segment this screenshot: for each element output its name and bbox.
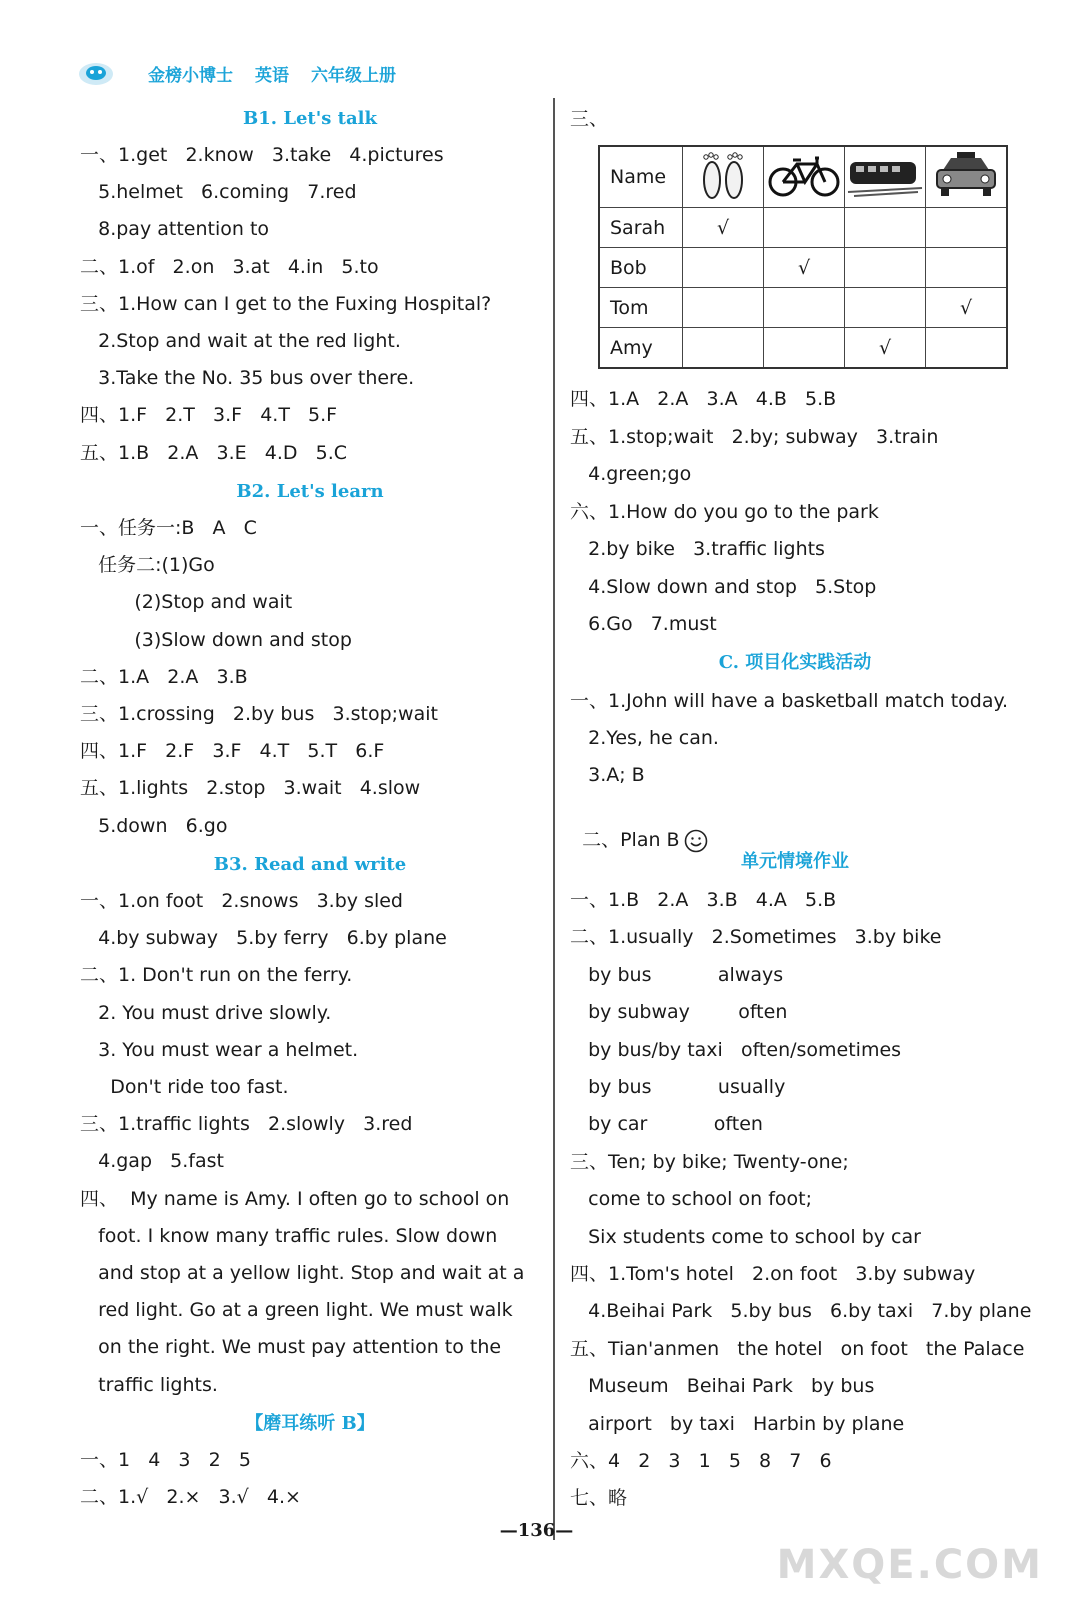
- check-cell: [845, 248, 926, 288]
- b2-answer-line: 二、1.A 2.A 3.B: [80, 665, 248, 688]
- book-title: 金榜小博士: [148, 65, 233, 86]
- b3-answer-line: 4.gap 5.fast: [80, 1150, 224, 1173]
- book-logo-icon: [78, 60, 114, 86]
- b2-answer-line: 四、1.F 2.F 3.F 4.T 5.T 6.F: [80, 740, 385, 763]
- page-header: [78, 58, 418, 88]
- b3-answer-line: 一、1.on foot 2.snows 3.by sled: [80, 890, 403, 912]
- table-row: [599, 328, 1007, 369]
- b1-answer-line: 四、1.F 2.T 3.F 4.T 5.F: [80, 404, 338, 427]
- unit-answer-line: 二、1.usually 2.Sometimes 3.by bike: [570, 926, 942, 949]
- check-cell: [926, 248, 1008, 288]
- unit-answer-line: 六、4 2 3 1 5 8 7 6: [570, 1450, 832, 1472]
- section-title-listen: 【磨耳练听 B】: [245, 1413, 375, 1434]
- b2-answer-line: (2)Stop and wait: [80, 591, 293, 614]
- c-answer-line: 3.A; B: [570, 764, 645, 786]
- unit-answer-line: by bus always: [570, 963, 784, 986]
- right-answer-line: 4.green;go: [570, 463, 692, 485]
- right-answer-line: 4.Slow down and stop 5.Stop: [570, 575, 877, 598]
- section-title-b2: B2. Let's learn: [236, 481, 384, 502]
- section-title-b1: B1. Let's talk: [243, 108, 377, 129]
- unit-answer-line: 一、1.B 2.A 3.B 4.A 5.B: [570, 889, 837, 911]
- b1-answer-line: 五、1.B 2.A 3.E 4.D 5.C: [80, 441, 348, 464]
- b3-answer-line: 三、1.traffic lights 2.slowly 3.red: [80, 1113, 413, 1136]
- taxi-icon: [926, 146, 1008, 208]
- right-answer-line: 六、1.How do you go to the park: [570, 500, 879, 523]
- check-cell: [926, 208, 1008, 248]
- grade-label: 六年级上册: [311, 65, 396, 86]
- b1-answer-line: 5.helmet 6.coming 7.red: [80, 181, 357, 204]
- check-cell: [764, 208, 845, 248]
- listen-answer-line: 一、1 4 3 2 5: [80, 1449, 251, 1471]
- column-divider: [553, 98, 555, 1540]
- section-san-label: 三、: [570, 108, 609, 130]
- check-cell: √: [926, 288, 1008, 328]
- b2-answer-line: 5.down 6.go: [80, 814, 228, 837]
- unit-answer-line: 五、Tian'anmen the hotel on foot the Palace: [570, 1337, 1025, 1360]
- unit-answer-line: by bus/by taxi often/sometimes: [570, 1038, 902, 1061]
- section-title-c: C. 项目化实践活动: [718, 652, 872, 673]
- b2-answer-line: (3)Slow down and stop: [80, 628, 352, 651]
- b2-answer-line: 任务二:(1)Go: [80, 554, 215, 577]
- check-cell: [845, 288, 926, 328]
- unit-answer-line: airport by taxi Harbin by plane: [570, 1412, 905, 1435]
- table-row: [599, 208, 1007, 248]
- train-icon: [845, 146, 926, 208]
- right-answer-line: 6.Go 7.must: [570, 613, 717, 635]
- check-cell: [683, 288, 764, 328]
- check-cell: √: [845, 328, 926, 369]
- b1-answer-line: 二、1.of 2.on 3.at 4.in 5.to: [80, 255, 379, 278]
- b1-answer-line: 2.Stop and wait at the red light.: [80, 330, 401, 352]
- check-cell: √: [764, 248, 845, 288]
- right-answer-line: 2.by bike 3.traffic lights: [570, 538, 825, 560]
- right-answer-line: 五、1.stop;wait 2.by; subway 3.train: [570, 425, 939, 448]
- table-header-name: Name: [599, 146, 683, 208]
- b3-answer-line: traffic lights.: [80, 1373, 218, 1396]
- section-title-unit: 单元情境作业: [741, 851, 849, 872]
- check-cell: [683, 328, 764, 369]
- unit-answer-line: 三、Ten; by bike; Twenty-one;: [570, 1150, 849, 1173]
- unit-answer-line: by bus usually: [570, 1076, 786, 1098]
- check-cell: √: [683, 208, 764, 248]
- b2-answer-line: 五、1.lights 2.stop 3.wait 4.slow: [80, 777, 421, 800]
- b3-answer-line: red light. Go at a green light. We must walk: [80, 1299, 513, 1322]
- b1-answer-line: 一、1.get 2.know 3.take 4.pictures: [80, 144, 444, 166]
- b3-answer-line: 4.by subway 5.by ferry 6.by plane: [80, 927, 447, 950]
- feet-icon: [683, 146, 764, 208]
- table-row: [599, 288, 1007, 328]
- unit-answer-line: come to school on foot;: [570, 1188, 812, 1211]
- plan-line: [570, 804, 708, 853]
- unit-answer-line: by car often: [570, 1113, 763, 1136]
- right-answer-line: 四、1.A 2.A 3.A 4.B 5.B: [570, 388, 837, 410]
- student-name: Tom: [599, 288, 683, 328]
- unit-answer-line: by subway often: [570, 1001, 788, 1024]
- check-cell: [764, 288, 845, 328]
- b3-answer-line: and stop at a yellow light. Stop and wait at a: [80, 1262, 525, 1284]
- unit-answer-line: 七、略: [570, 1487, 628, 1510]
- check-cell: [764, 328, 845, 369]
- student-name: Bob: [599, 248, 683, 288]
- c-answer-line: 一、1.John will have a basketball match today.: [570, 690, 1009, 712]
- b3-answer-line: on the right. We must pay attention to the: [80, 1336, 502, 1359]
- b3-answer-line: 3. You must wear a helmet.: [80, 1038, 359, 1061]
- subject-label: 英语: [255, 65, 289, 86]
- page-number: —136—: [499, 1520, 574, 1541]
- transport-table: [598, 145, 1008, 369]
- b3-answer-line: 2. You must drive slowly.: [80, 1001, 332, 1024]
- section-title-b3: B3. Read and write: [213, 854, 407, 875]
- check-cell: [926, 328, 1008, 369]
- b3-answer-line: 二、1. Don't run on the ferry.: [80, 964, 353, 987]
- bicycle-icon: [764, 146, 845, 208]
- watermark-logo: MXQE.COM: [776, 1542, 1043, 1588]
- check-cell: [683, 248, 764, 288]
- c-answer-line: 2.Yes, he can.: [570, 727, 719, 749]
- b2-answer-line: 三、1.crossing 2.by bus 3.stop;wait: [80, 703, 438, 725]
- student-name: Sarah: [599, 208, 683, 248]
- listen-answer-line: 二、1.√ 2.× 3.√ 4.×: [80, 1486, 301, 1509]
- plan-text: 二、Plan B: [582, 829, 680, 851]
- check-cell: [845, 208, 926, 248]
- unit-answer-line: 四、1.Tom's hotel 2.on foot 3.by subway: [570, 1263, 976, 1285]
- unit-answer-line: Six students come to school by car: [570, 1225, 921, 1248]
- unit-answer-line: Museum Beihai Park by bus: [570, 1375, 875, 1398]
- unit-answer-line: 4.Beihai Park 5.by bus 6.by taxi 7.by plane: [570, 1300, 1032, 1323]
- b3-answer-line: Don't ride too fast.: [80, 1076, 289, 1098]
- student-name: Amy: [599, 328, 683, 369]
- b3-answer-line: 四、 My name is Amy. I often go to school on: [80, 1187, 510, 1210]
- b2-answer-line: 一、任务一:B A C: [80, 517, 257, 539]
- b1-answer-line: 三、1.How can I get to the Fuxing Hospital?: [80, 292, 492, 315]
- b3-answer-line: foot. I know many traffic rules. Slow down: [80, 1224, 498, 1247]
- table-row: [599, 248, 1007, 288]
- b1-answer-line: 3.Take the No. 35 bus over there.: [80, 367, 415, 390]
- b1-answer-line: 8.pay attention to: [80, 218, 270, 241]
- table-header-row: [599, 146, 1007, 208]
- smiley-icon: [684, 829, 708, 853]
